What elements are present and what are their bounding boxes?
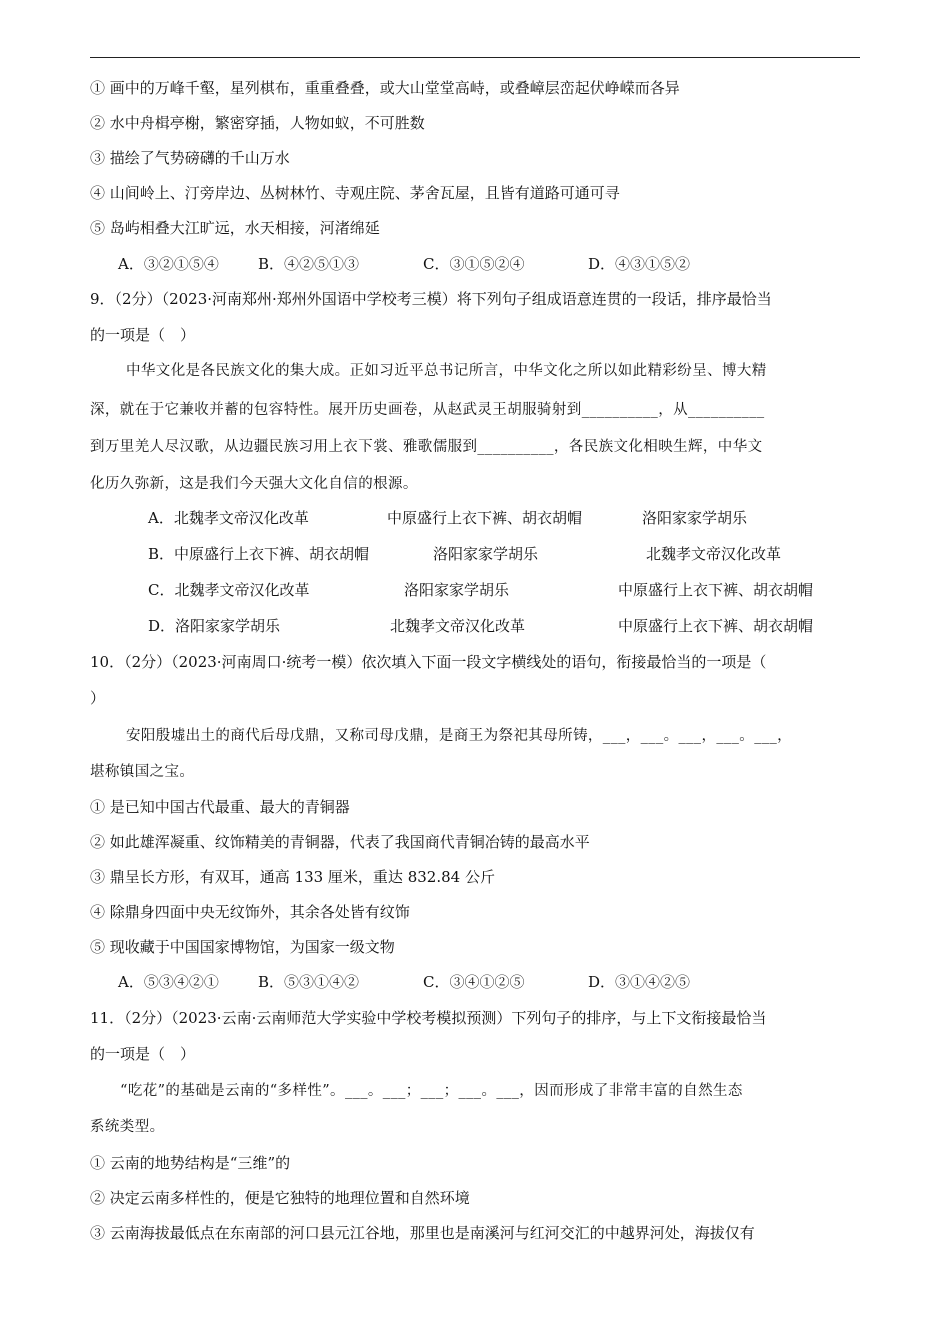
q11-item-1: ① 云南的地势结构是“三维”的 <box>90 1154 291 1172</box>
q9-stem-line1: 9．（2分）（2023·河南郑州·郑州外国语中学校考三模）将下列句子组成语意连贯的一段话，排序最恰当 <box>90 290 772 308</box>
q9-option-a-part3: 洛阳家家学胡乐 <box>642 509 748 527</box>
q8-item-2: ② 水中舟楫亭榭，繁密穿插，人物如蚁，不可胜数 <box>90 114 425 132</box>
q8-item-5: ⑤ 岛屿相叠大江旷远，水天相接，河渚绵延 <box>90 219 380 237</box>
q8-option-b[interactable]: B．④②⑤①③ <box>258 255 360 273</box>
q10-item-3: ③ 鼎呈长方形，有双耳，通高 133 厘米，重达 832.84 公斤 <box>90 868 495 886</box>
q10-item-2: ② 如此雄浑凝重、纹饰精美的青铜器，代表了我国商代青铜冶铸的最高水平 <box>90 833 590 851</box>
q10-option-d[interactable]: D．③①④②⑤ <box>588 973 691 991</box>
q11-passage-line2: 系统类型。 <box>90 1119 165 1135</box>
q9-passage-line3: 到万里羌人尽汉歌，从边疆民族习用上衣下裳、雅歌儒服到__________，各民族文化相映生辉，中华文 <box>90 439 763 455</box>
q9-stem-line2: 的一项是（ ） <box>90 326 196 344</box>
q9-option-d-part2: 北魏孝文帝汉化改革 <box>390 617 526 635</box>
q10-stem-line2: ） <box>90 689 106 707</box>
q9-passage-line2: 深，就在于它兼收并蓄的包容特性。展开历史画卷，从赵武灵王胡服骑射到__________，从__________ <box>90 402 765 418</box>
q11-stem-line1: 11．（2分）（2023·云南·云南师范大学实验中学校考模拟预测）下列句子的排序，与上下文衔接最恰当 <box>90 1009 767 1027</box>
q9-option-b-part2: 洛阳家家学胡乐 <box>433 545 539 563</box>
q9-passage-line4: 化历久弥新，这是我们今天强大文化自信的根源。 <box>90 476 418 492</box>
q8-item-4: ④ 山间岭上、汀旁岸边、丛树林竹、寺观庄院、茅舍瓦屋，且皆有道路可通可寻 <box>90 184 620 202</box>
q10-option-c[interactable]: C．③④①②⑤ <box>423 973 525 991</box>
q10-passage-line2: 堪称镇国之宝。 <box>90 764 195 780</box>
q11-item-2: ② 决定云南多样性的，便是它独特的地理位置和自然环境 <box>90 1189 470 1207</box>
q11-stem-line2: 的一项是（ ） <box>90 1045 196 1063</box>
q8-option-a[interactable]: A．③②①⑤④ <box>118 255 219 273</box>
q9-option-c-part3: 中原盛行上衣下裤、胡衣胡帽 <box>618 581 814 599</box>
q8-item-3: ③ 描绘了气势磅礴的千山万水 <box>90 149 290 167</box>
q9-option-d[interactable]: D．洛阳家家学胡乐 <box>148 617 281 635</box>
q9-option-b[interactable]: B．中原盛行上衣下裤、胡衣胡帽 <box>148 545 370 563</box>
q10-option-b[interactable]: B．⑤③①④② <box>258 973 360 991</box>
q9-option-d-part3: 中原盛行上衣下裤、胡衣胡帽 <box>618 617 814 635</box>
q9-option-a-part2: 中原盛行上衣下裤、胡衣胡帽 <box>387 509 583 527</box>
q9-option-c[interactable]: C．北魏孝文帝汉化改革 <box>148 581 310 599</box>
q10-item-5: ⑤ 现收藏于中国国家博物馆，为国家一级文物 <box>90 938 395 956</box>
q11-item-3: ③ 云南海拔最低点在东南部的河口县元江谷地，那里也是南溪河与红河交汇的中越界河处，海拔仅有 <box>90 1224 755 1242</box>
q8-item-1: ① 画中的万峰千壑，星列棋布，重重叠叠，或大山堂堂高峙，或叠嶂层峦起伏峥嵘而各异 <box>90 79 680 97</box>
q9-option-b-part3: 北魏孝文帝汉化改革 <box>646 545 782 563</box>
q8-option-c[interactable]: C．③①⑤②④ <box>423 255 525 273</box>
header-rule <box>90 57 860 58</box>
q10-item-1: ① 是已知中国古代最重、最大的青铜器 <box>90 798 350 816</box>
q10-option-a[interactable]: A．⑤③④②① <box>118 973 219 991</box>
q10-item-4: ④ 除鼎身四面中央无纹饰外，其余各处皆有纹饰 <box>90 903 410 921</box>
q10-stem-line1: 10．（2分）（2023·河南周口·统考一模）依次填入下面一段文字横线处的语句，衔接最恰当的一项是（ <box>90 653 767 671</box>
q11-passage-line1: “吃花”的基础是云南的“多样性”。___。___；___；___。___，因而形成了非常丰富的自然生态 <box>120 1083 743 1099</box>
q9-option-a[interactable]: A．北魏孝文帝汉化改革 <box>148 509 309 527</box>
q8-option-d[interactable]: D．④③①⑤② <box>588 255 691 273</box>
q9-option-c-part2: 洛阳家家学胡乐 <box>404 581 510 599</box>
q9-passage-line1: 中华文化是各民族文化的集大成。正如习近平总书记所言，中华文化之所以如此精彩纷呈、博大精 <box>126 363 767 379</box>
q10-passage-line1: 安阳殷墟出土的商代后母戊鼎，又称司母戊鼎，是商王为祭祀其母所铸，___，___。___，___。___， <box>126 728 793 744</box>
